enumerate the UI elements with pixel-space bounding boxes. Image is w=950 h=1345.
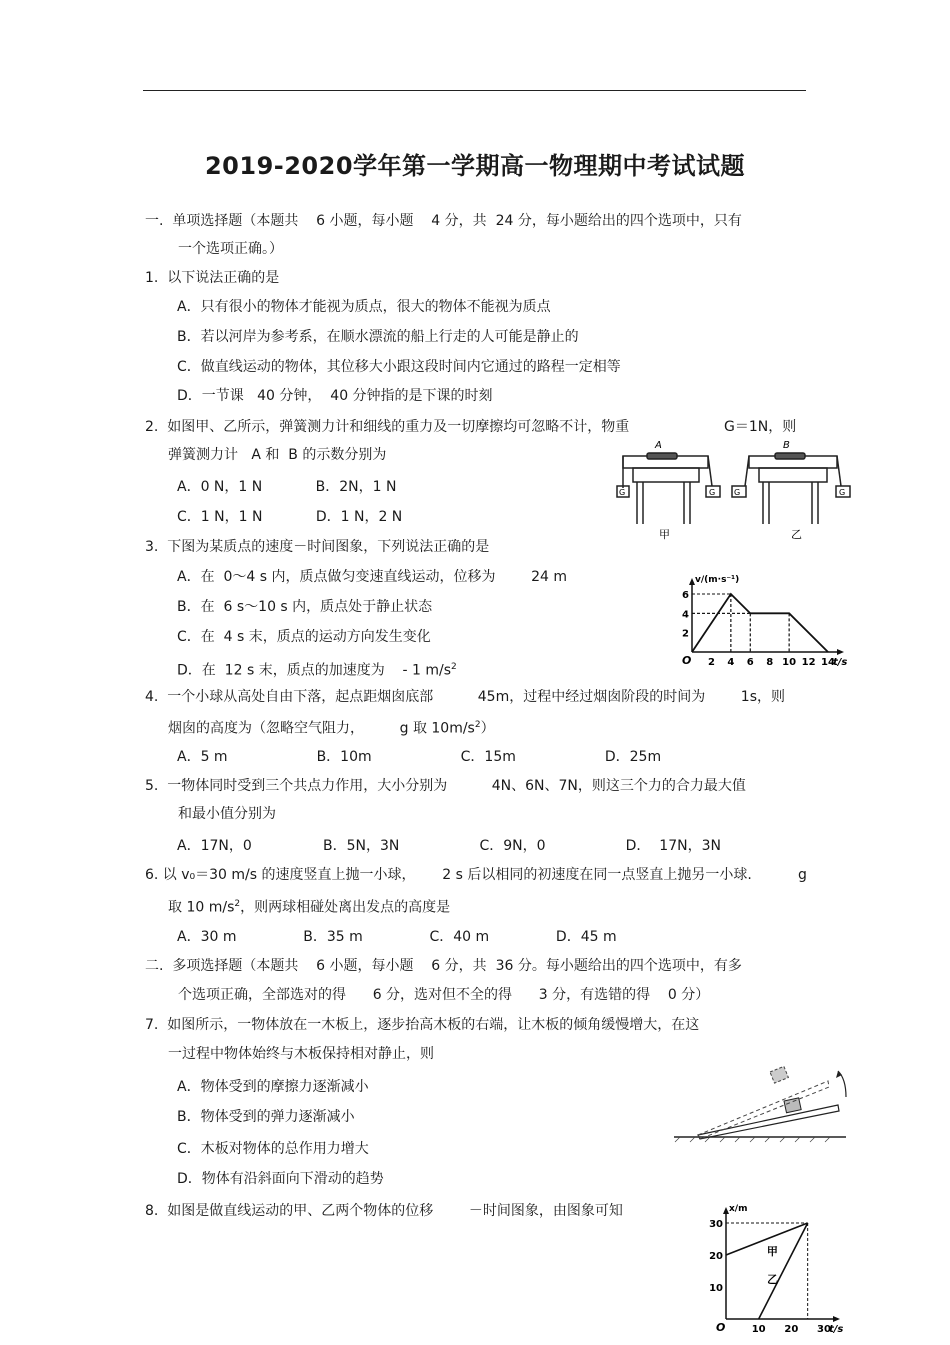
q7-board [698, 1105, 839, 1139]
x-tick-label: 4 [727, 657, 735, 668]
q7-incline-figure [670, 1065, 850, 1145]
x-tick-label: 20 [784, 1324, 799, 1335]
q2-stem-weight: G＝1N，则 [724, 419, 797, 435]
q6-stem-cont: 取 10 $m/s^2$，则两球相碰处离出发点的高度是 [168, 899, 451, 916]
q7-stem-cont: 一过程中物体始终与木板保持相对静止，则 [168, 1046, 434, 1062]
q4-stem: 4. 一个小球从高处自由下落，起点距烟囱底部 45m，过程中经过烟囱阶段的时间为 1s，则 [145, 689, 786, 705]
q2-weight-label: G [734, 488, 741, 497]
q1-option-b: B．若以河岸为参考系，在顺水漂流的船上行走的人可能是静止的 [177, 329, 579, 345]
x-tick-label: 12 [801, 657, 816, 668]
series-line-2 [759, 1223, 808, 1319]
q6-options: A．30 m B．35 m C．40 m D．45 m [177, 929, 617, 945]
q7-option-b: B．物体受到的弹力逐渐减小 [177, 1109, 355, 1125]
y-tick-label: 30 [709, 1219, 723, 1230]
q6-stem: 6. 以 v₀＝30 m/s 的速度竖直上抛一小球， 2 s 后以相同的初速度在同一点竖直上抛另一小球. [145, 867, 752, 883]
q2-stem-cont: 弹簧测力计 A 和 B 的示数分别为 [168, 447, 387, 463]
q3-option-c: C．在 4 s 末，质点的运动方向发生变化 [177, 629, 431, 645]
q5-stem-cont: 和最小值分别为 [178, 806, 276, 822]
header-rule [143, 90, 806, 91]
q2-spring-scale-a [647, 453, 677, 459]
q2-weight-label: G [619, 488, 626, 497]
x-tick-label: 2 [707, 657, 715, 668]
section1-heading: 一. 单项选择题（本题共 6 小题，每小题 4 分，共 24 分，每小题给出的四个选项中，只有 [145, 213, 742, 229]
velocity-series-line [692, 594, 828, 652]
q8-stem: 8. 如图是做直线运动的甲、乙两个物体的位移 －时间图象，由图象可知 [145, 1203, 623, 1219]
x-axis-arrowhead-icon [837, 649, 844, 655]
x-axis-arrowhead-icon [833, 1316, 840, 1322]
y-tick-label: 20 [709, 1251, 723, 1262]
q3-option-b: B．在 6 s～10 s 内，质点处于静止状态 [177, 599, 433, 615]
q3-vt-chart [672, 574, 848, 670]
q2-caption-left: 甲 [659, 528, 670, 541]
x-axis-label: t/s [829, 1324, 844, 1335]
q2-caption-right: 乙 [791, 528, 802, 541]
q6-stem-g: g [798, 867, 807, 883]
q5-stem: 5. 一物体同时受到三个共点力作用，大小分别为 4N、6N、7N，则这三个力的合力最大值 [145, 778, 746, 794]
q2-label-b: B [783, 440, 790, 451]
q1-stem: 1. 以下说法正确的是 [145, 270, 280, 286]
q2-stem: 2. 如图甲、乙所示，弹簧测力计和细线的重力及一切摩擦均可忽略不计，物重 [145, 419, 630, 435]
q2-options-cd: C．1 N，1 N D．1 N，2 N [177, 509, 403, 525]
q7-option-d: D．物体有沿斜面向下滑动的趋势 [177, 1171, 384, 1187]
q7-block [784, 1098, 801, 1113]
q7-option-c: C．木板对物体的总作用力增大 [177, 1141, 369, 1157]
q8-xt-chart [700, 1195, 860, 1335]
q1-option-a: A．只有很小的物体才能视为质点，很大的物体不能视为质点 [177, 299, 551, 315]
x-tick-label: 8 [766, 657, 774, 668]
x-tick-label: 14 [821, 657, 835, 668]
origin-label: O [682, 654, 692, 667]
q7-block-raised [770, 1066, 788, 1083]
x-tick-label: 6 [746, 657, 754, 668]
y-axis-label: v/(m·s⁻¹) [695, 575, 740, 585]
q5-options: A．17N，0 B．5N，3N C．9N，0 D． 17N，3N [177, 838, 721, 854]
q3-stem: 3. 下图为某质点的速度－时间图象，下列说法正确的是 [145, 539, 490, 555]
q2-weight-label: G [709, 488, 716, 497]
q2-spring-scale-b [775, 453, 805, 459]
x-tick-label: 10 [751, 1324, 766, 1335]
x-tick-label: 30 [817, 1324, 831, 1335]
section2-heading-cont: 个选项正确，全部选对的得 6 分，选对但不全的得 3 分，有选错的得 0 分） [178, 987, 710, 1003]
q4-stem-cont: 烟囱的高度为（忽略空气阻力， g 取 $10m/s^2$） [168, 720, 495, 737]
x-tick-label: 10 [782, 657, 797, 668]
origin-label: O [716, 1321, 726, 1334]
q2-weight-label: G [839, 488, 846, 497]
series-label: 乙 [767, 1273, 779, 1286]
q1-option-c: C．做直线运动的物体，其位移大小跟这段时间内它通过的路程一定相等 [177, 359, 621, 375]
section1-heading-cont: 一个选项正确。） [178, 241, 283, 257]
page-title: 2019-2020学年第一学期高一物理期中考试试题 [204, 152, 746, 180]
q7-stem: 7. 如图所示，一物体放在一木板上，逐步抬高木板的右端，让木板的倾角缓慢增大，在这 [145, 1017, 700, 1033]
series-label: 甲 [766, 1245, 778, 1258]
q2-options-ab: A．0 N，1 N B．2N，1 N [177, 479, 397, 495]
section2-heading: 二. 多项选择题（本题共 6 小题，每小题 6 分，共 36 分。每小题给出的四个选项中，有多 [145, 958, 742, 974]
q3-option-a: A．在 0～4 s 内，质点做匀变速直线运动，位移为 24 m [177, 569, 567, 585]
x-axis-label: t/s [833, 657, 848, 668]
y-tick-label: 4 [682, 609, 689, 621]
y-tick-label: 6 [682, 590, 689, 601]
q3-option-d: D．在 12 s 末，质点的加速度为 - 1 $m/s^2$ [177, 662, 457, 679]
q7-option-a: A．物体受到的摩擦力逐渐减小 [177, 1079, 369, 1095]
q4-options: A．5 m B．10m C．15m D．25m [177, 749, 662, 765]
q2-figure [615, 436, 865, 544]
y-axis-label: x/m [729, 1204, 748, 1214]
arrowhead-icon [836, 1071, 842, 1078]
q1-option-d: D．一节课 40 分钟， 40 分钟指的是下课的时刻 [177, 388, 493, 404]
y-tick-label: 2 [682, 628, 689, 640]
y-tick-label: 10 [709, 1283, 723, 1294]
q2-label-a: A [655, 440, 662, 451]
